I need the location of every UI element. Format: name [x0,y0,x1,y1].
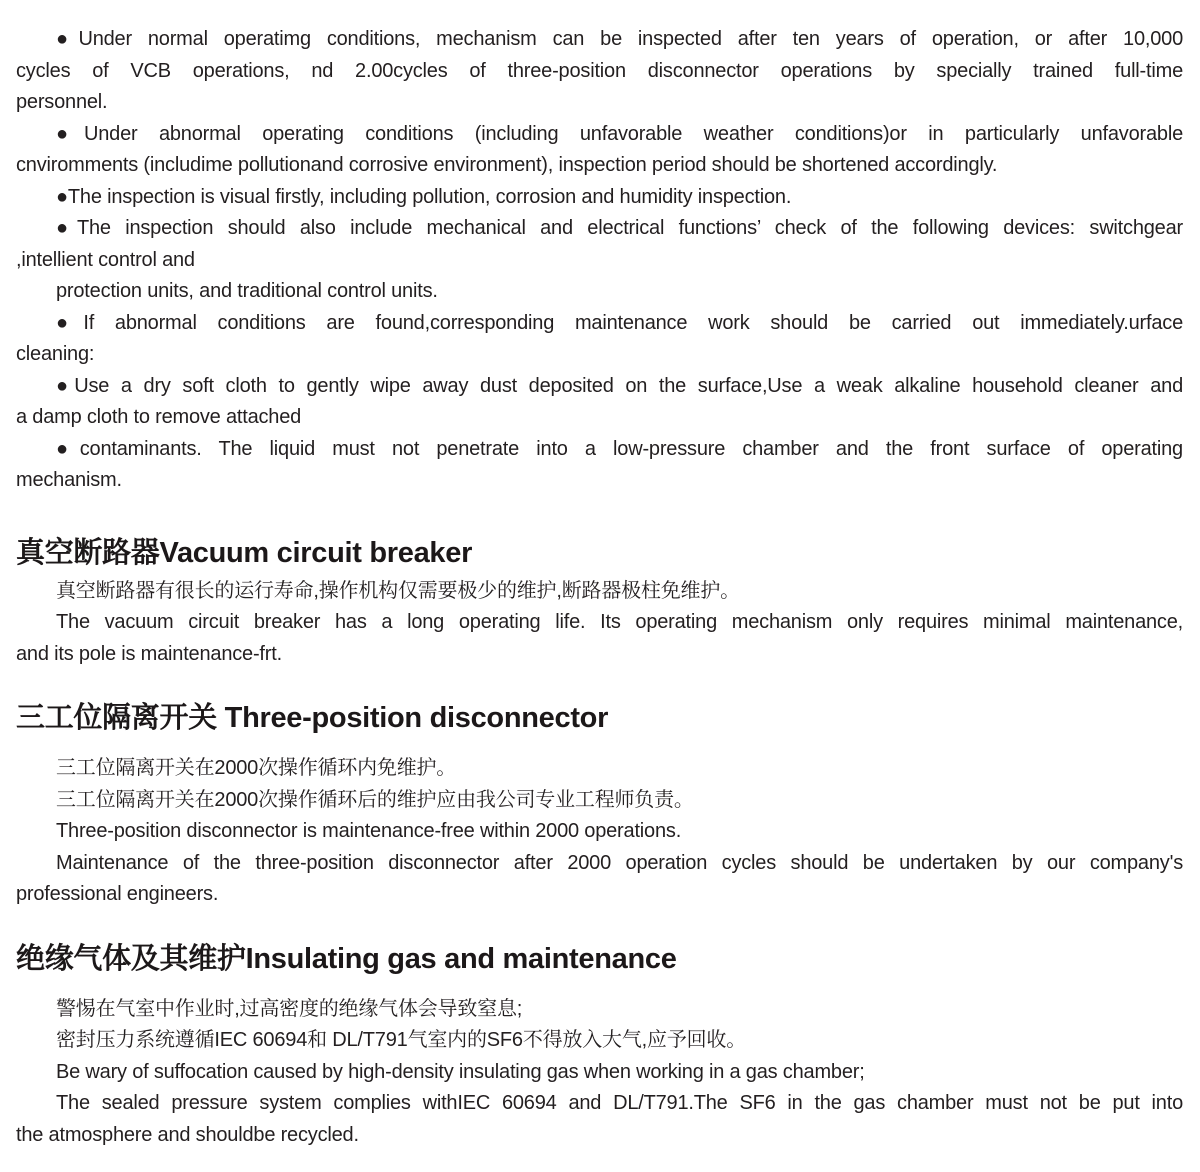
intro-text-line: ,intellient control and [16,248,195,271]
section-title: 三工位隔离开关 Three-position disconnector [16,702,609,734]
section-text-line: The vacuum circuit breaker has a long operating life. Its operating mechanism only requires minimal maintenance, [56,611,1183,633]
intro-paragraphs [16,24,1183,497]
content-section [16,535,1183,671]
content-section [16,941,1183,1152]
intro-text-line: cycles of VCB operations, nd 2.00cycles of three-position disconnector operations by specially trained full-time [16,59,1183,82]
content-section [16,700,1183,911]
intro-text-line: ●If abnormal conditions are found,corresponding maintenance work should be carried out immediately.urface [56,311,1183,334]
section-text-line: The sealed pressure system complies withIEC 60694 and DL/T791.The SF6 in the gas chamber must not be put into [56,1092,1183,1114]
section-text-line: 密封压力系统遵循IEC 60694和 DL/T791气室内的SF6不得放入大气,应予回收。 [56,1029,747,1051]
section-text-line: Maintenance of the three-position disconnector after 2000 operation cycles should be undertaken by our company's [56,851,1183,874]
intro-text-line: ●contaminants. The liquid must not penetrate into a low-pressure chamber and the front surface of operating [56,437,1183,460]
section-text-line: 警惕在气室中作业时,过高密度的绝缘气体会导致窒息; [56,997,523,1020]
section-title: 绝缘气体及其维护Insulating gas and maintenance [16,942,677,975]
intro-text-line: protection units, and traditional control units. [56,280,438,302]
section-text-line: professional engineers. [16,883,219,905]
intro-text-line: personnel. [16,91,108,113]
intro-text-line: ●Under normal operatimg conditions, mechanism can be inspected after ten years of operation, or after 10,000 [56,28,1183,50]
intro-text-line: a damp cloth to remove attached [16,406,302,428]
intro-text-line: ●Under abnormal operating conditions (including unfavorable weather conditions)or in particularly unfavorable [56,122,1183,145]
section-text-line: and its pole is maintenance-frt. [16,642,282,665]
intro-text-line: ●Use a dry soft cloth to gently wipe away dust deposited on the surface,Use a weak alkaline household cleaner and [56,374,1183,397]
intro-text-line: ●The inspection is visual firstly, including pollution, corrosion and humidity inspection. [56,185,792,208]
intro-text-line: cleaning: [16,343,95,365]
section-text-line: Be wary of suffocation caused by high-density insulating gas when working in a gas chamber; [56,1060,865,1083]
section-text-line: 三工位隔离开关在2000次操作循环后的维护应由我公司专业工程师负责。 [56,788,694,811]
section-text-line: 真空断路器有很长的运行寿命,操作机构仅需要极少的维护,断路器极柱免维护。 [56,579,740,602]
intro-text-line: mechanism. [16,469,122,491]
section-title: 真空断路器Vacuum circuit breaker [16,536,473,569]
intro-text-line: ●The inspection should also include mechanical and electrical functions’ check of the following devices: switchgear [56,217,1183,239]
section-text-line: 三工位隔离开关在2000次操作循环内免维护。 [56,757,457,779]
section-text-line: Three-position disconnector is maintenance-free within 2000 operations. [56,820,682,842]
content-sections [16,535,1183,1152]
intro-text-line: cnviromments (includime pollutionand corrosive environment), inspection period should be shortened accordingly. [16,154,998,176]
section-text-line: the atmosphere and shouldbe recycled. [16,1123,359,1146]
